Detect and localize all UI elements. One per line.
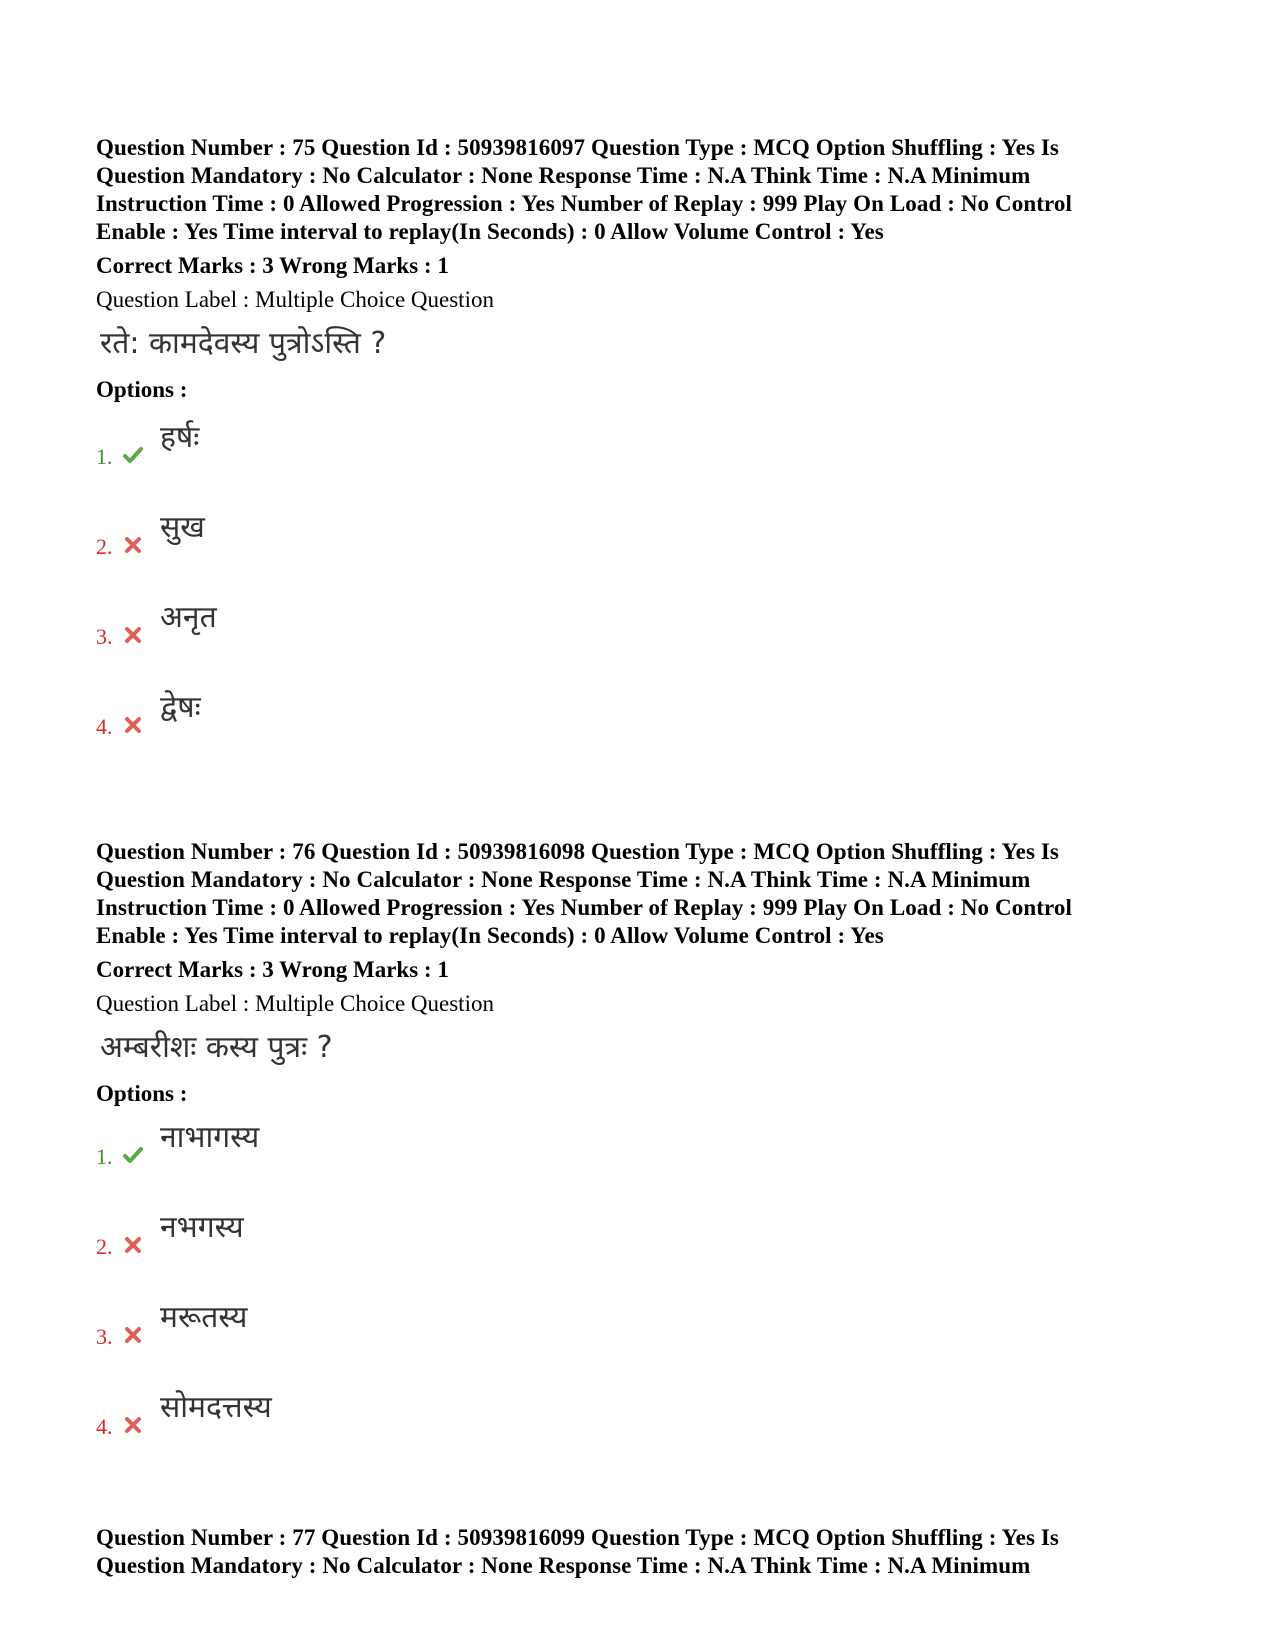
option-1 <box>96 1118 1176 1208</box>
option-text: हर्षः <box>160 420 200 455</box>
cross-icon <box>122 1324 144 1346</box>
options-list <box>96 418 1176 778</box>
meta-line: Question Number : 77 Question Id : 50939816099 Question Type : MCQ Option Shuffling : Yes Is <box>96 1525 1059 1550</box>
question-77 <box>96 1524 1176 1580</box>
option-3 <box>96 598 1176 688</box>
cross-icon <box>122 714 144 736</box>
cross-icon <box>122 624 144 646</box>
meta-line: Question Mandatory : No Calculator : None Response Time : N.A Think Time : N.A Minimum <box>96 867 1031 892</box>
options-list <box>96 1118 1176 1478</box>
question-meta <box>96 838 1176 950</box>
question-text: अम्बरीशः कस्य पुत्रः ? <box>100 1030 333 1065</box>
question-meta <box>96 134 1176 246</box>
question-label: Question Label : Multiple Choice Question <box>96 991 494 1016</box>
option-text: सोमदत्तस्य <box>160 1390 272 1425</box>
meta-line: Question Mandatory : No Calculator : None Response Time : N.A Think Time : N.A Minimum <box>96 1553 1031 1578</box>
marks-line: Correct Marks : 3 Wrong Marks : 1 <box>96 253 449 278</box>
check-icon <box>122 1144 144 1166</box>
marks-line: Correct Marks : 3 Wrong Marks : 1 <box>96 957 449 982</box>
question-75 <box>96 134 1176 778</box>
option-4 <box>96 1388 1176 1478</box>
option-number: 2. <box>96 1234 113 1259</box>
option-text: द्वेषः <box>160 690 201 725</box>
option-4 <box>96 688 1176 778</box>
meta-line: Question Mandatory : No Calculator : None Response Time : N.A Think Time : N.A Minimum <box>96 163 1031 188</box>
option-3 <box>96 1298 1176 1388</box>
meta-line: Enable : Yes Time interval to replay(In Seconds) : 0 Allow Volume Control : Yes <box>96 923 884 948</box>
option-2 <box>96 508 1176 598</box>
option-number: 3. <box>96 1324 113 1349</box>
question-label: Question Label : Multiple Choice Question <box>96 287 494 312</box>
meta-line: Question Number : 76 Question Id : 50939816098 Question Type : MCQ Option Shuffling : Yes Is <box>96 839 1059 864</box>
options-heading: Options : <box>96 1081 188 1106</box>
option-number: 4. <box>96 714 113 739</box>
option-number: 1. <box>96 1144 113 1169</box>
option-number: 4. <box>96 1414 113 1439</box>
option-text: मरूतस्य <box>160 1300 248 1335</box>
meta-line: Question Number : 75 Question Id : 50939816097 Question Type : MCQ Option Shuffling : Yes Is <box>96 135 1059 160</box>
question-meta <box>96 1524 1176 1580</box>
cross-icon <box>122 1414 144 1436</box>
option-text: नाभागस्य <box>160 1120 260 1155</box>
option-1 <box>96 418 1176 508</box>
check-icon <box>122 444 144 466</box>
cross-icon <box>122 1234 144 1256</box>
meta-line: Instruction Time : 0 Allowed Progression : Yes Number of Replay : 999 Play On Load : No Control <box>96 895 1072 920</box>
cross-icon <box>122 534 144 556</box>
option-text: नभगस्य <box>160 1210 244 1245</box>
option-2 <box>96 1208 1176 1298</box>
options-heading: Options : <box>96 377 188 402</box>
option-text: सुख <box>160 510 205 545</box>
option-text: अनृत <box>160 600 217 635</box>
question-text: रते: कामदेवस्य पुत्रोऽस्ति ? <box>100 326 387 361</box>
meta-line: Instruction Time : 0 Allowed Progression : Yes Number of Replay : 999 Play On Load : No Control <box>96 191 1072 216</box>
option-number: 3. <box>96 624 113 649</box>
question-76 <box>96 838 1176 1478</box>
option-number: 2. <box>96 534 113 559</box>
meta-line: Enable : Yes Time interval to replay(In Seconds) : 0 Allow Volume Control : Yes <box>96 219 884 244</box>
option-number: 1. <box>96 444 113 469</box>
